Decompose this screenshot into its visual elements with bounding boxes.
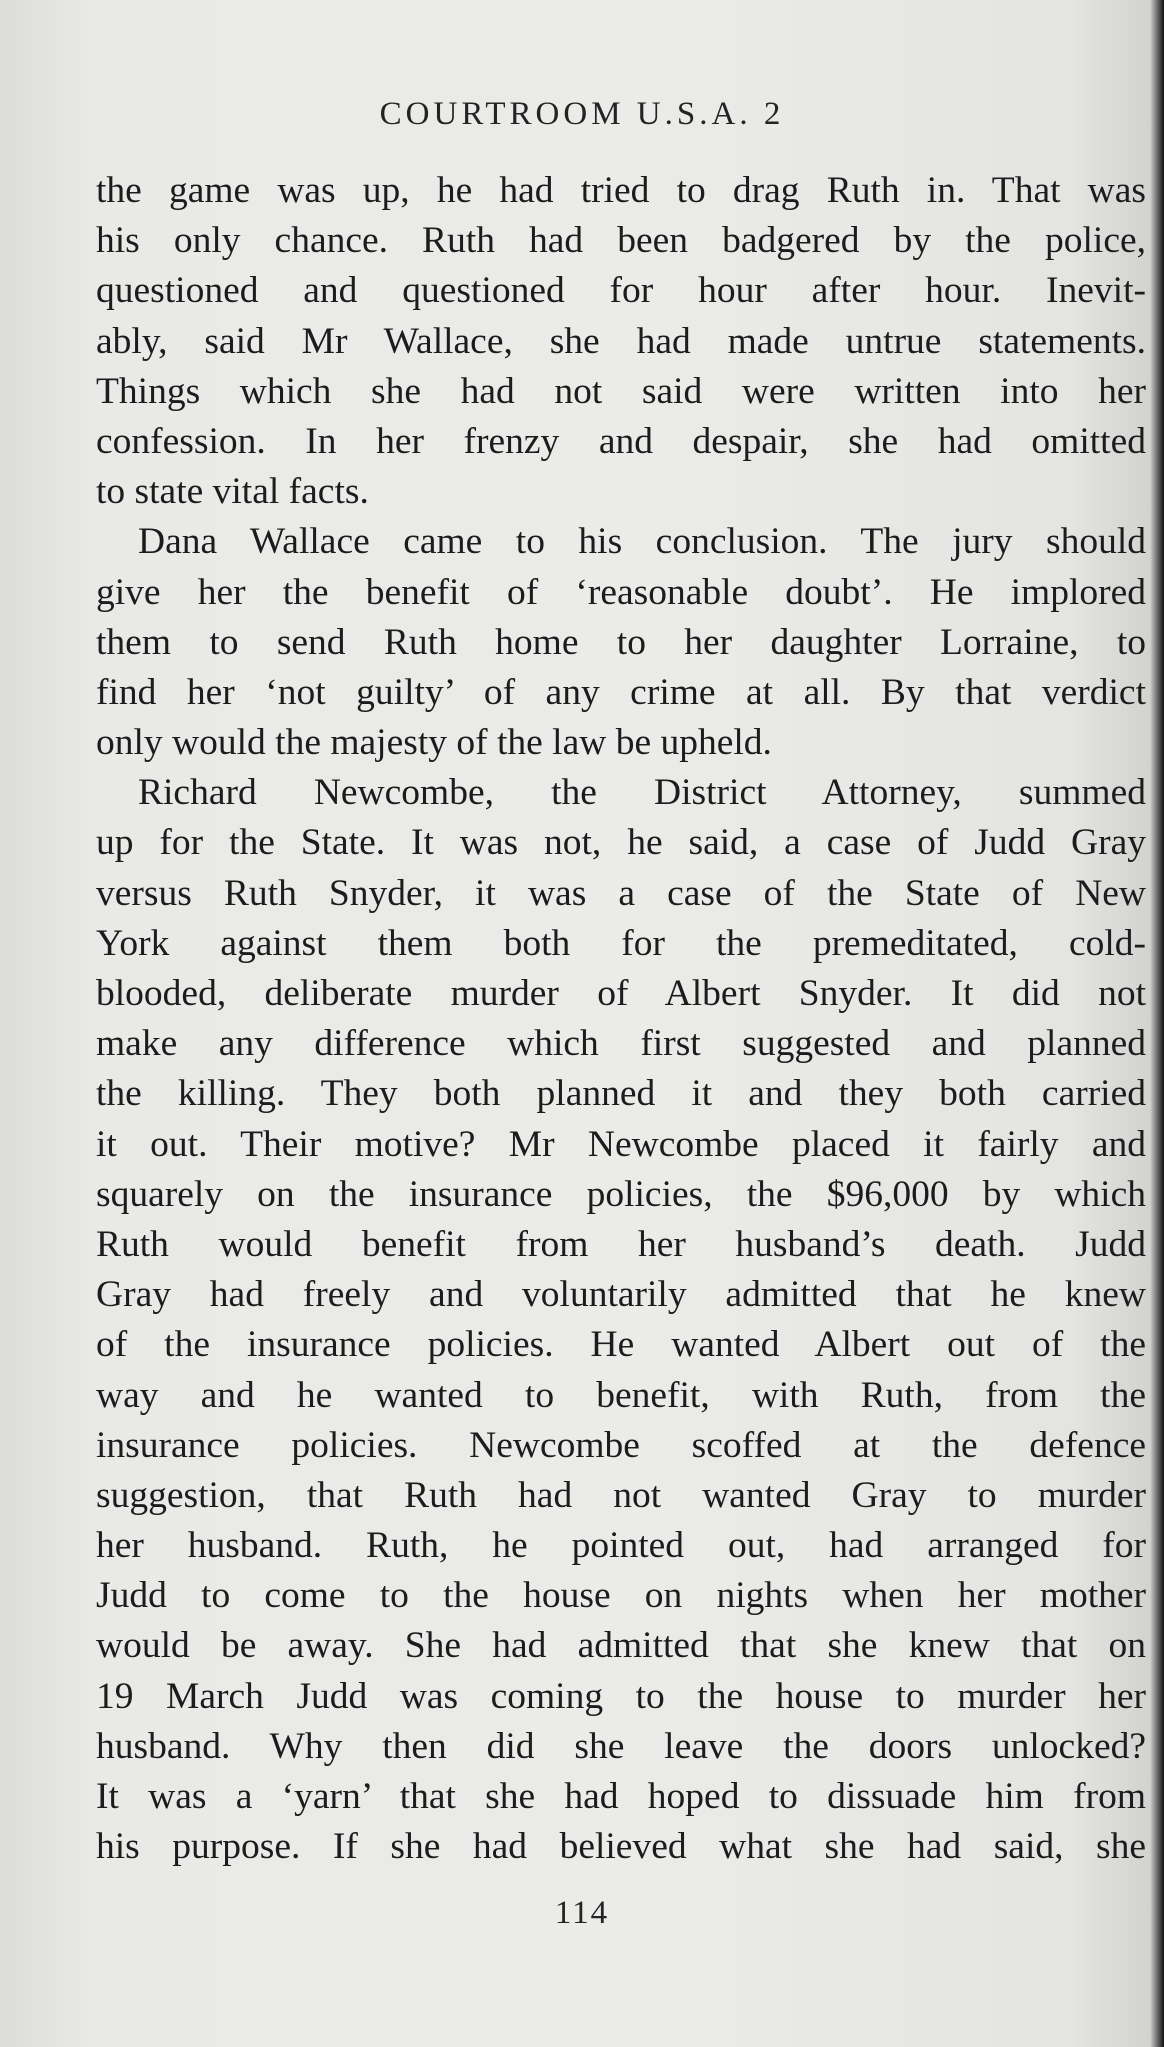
text-line: only would the majesty of the law be upheld. bbox=[96, 722, 772, 764]
text-line: his purpose. If she had believed what she had said, she bbox=[96, 1826, 1146, 1868]
text-line: Ruth would benefit from her husband’s death. Judd bbox=[96, 1223, 1146, 1265]
text-line: of the insurance policies. He wanted Albert out of the bbox=[96, 1324, 1146, 1366]
text-line: the killing. They both planned it and they both carried bbox=[96, 1073, 1146, 1115]
running-head: COURTROOM U.S.A. 2 bbox=[379, 96, 785, 132]
text-line: to state vital facts. bbox=[96, 471, 369, 513]
text-line: ably, said Mr Wallace, she had made untrue statements. bbox=[96, 320, 1146, 362]
text-line: husband. Why then did she leave the doors unlocked? bbox=[96, 1725, 1146, 1767]
text-line: York against them both for the premeditated, cold- bbox=[96, 922, 1146, 964]
text-line: suggestion, that Ruth had not wanted Gray to murder bbox=[96, 1474, 1146, 1516]
text-line: find her ‘not guilty’ of any crime at all. By that verdict bbox=[96, 671, 1146, 713]
text-line: blooded, deliberate murder of Albert Snyder. It did not bbox=[96, 973, 1146, 1014]
text-line: way and he wanted to benefit, with Ruth, from the bbox=[96, 1374, 1146, 1416]
text-line: would be away. She had admitted that she knew that on bbox=[96, 1625, 1146, 1667]
page-number: 114 bbox=[554, 1895, 610, 1931]
text-line: make any difference which first suggested and planned bbox=[96, 1023, 1146, 1065]
text-line: his only chance. Ruth had been badgered by the police, bbox=[96, 220, 1146, 262]
text-line: give her the benefit of ‘reasonable doubt’. He implored bbox=[96, 571, 1146, 613]
paragraph-start-line: Dana Wallace came to his conclusion. The jury should bbox=[138, 521, 1146, 563]
text-line: it out. Their motive? Mr Newcombe placed it fairly and bbox=[96, 1123, 1146, 1165]
text-line: confession. In her frenzy and despair, she had omitted bbox=[96, 420, 1146, 462]
text-line: questioned and questioned for hour after hour. Inevit- bbox=[96, 270, 1146, 312]
text-line: squarely on the insurance policies, the $96,000 by which bbox=[96, 1173, 1146, 1215]
text-line: Things which she had not said were written into her bbox=[96, 370, 1146, 412]
text-line: insurance policies. Newcombe scoffed at the defence bbox=[96, 1424, 1146, 1466]
text-line: the game was up, he had tried to drag Ruth in. That was bbox=[96, 170, 1146, 211]
text-line: her husband. Ruth, he pointed out, had arranged for bbox=[96, 1525, 1146, 1567]
text-line: 19 March Judd was coming to the house to murder her bbox=[96, 1675, 1146, 1717]
text-line: Judd to come to the house on nights when her mother bbox=[96, 1575, 1146, 1617]
paragraph-start-line: Richard Newcombe, the District Attorney, summed bbox=[138, 772, 1146, 814]
text-line: up for the State. It was not, he said, a case of Judd Gray bbox=[96, 822, 1146, 864]
text-line: versus Ruth Snyder, it was a case of the State of New bbox=[96, 872, 1146, 914]
text-line: them to send Ruth home to her daughter Lorraine, to bbox=[96, 621, 1146, 663]
text-line: Gray had freely and voluntarily admitted that he knew bbox=[96, 1274, 1146, 1316]
text-line: It was a ‘yarn’ that she had hoped to dissuade him from bbox=[96, 1776, 1146, 1817]
body-text bbox=[96, 166, 1146, 1872]
